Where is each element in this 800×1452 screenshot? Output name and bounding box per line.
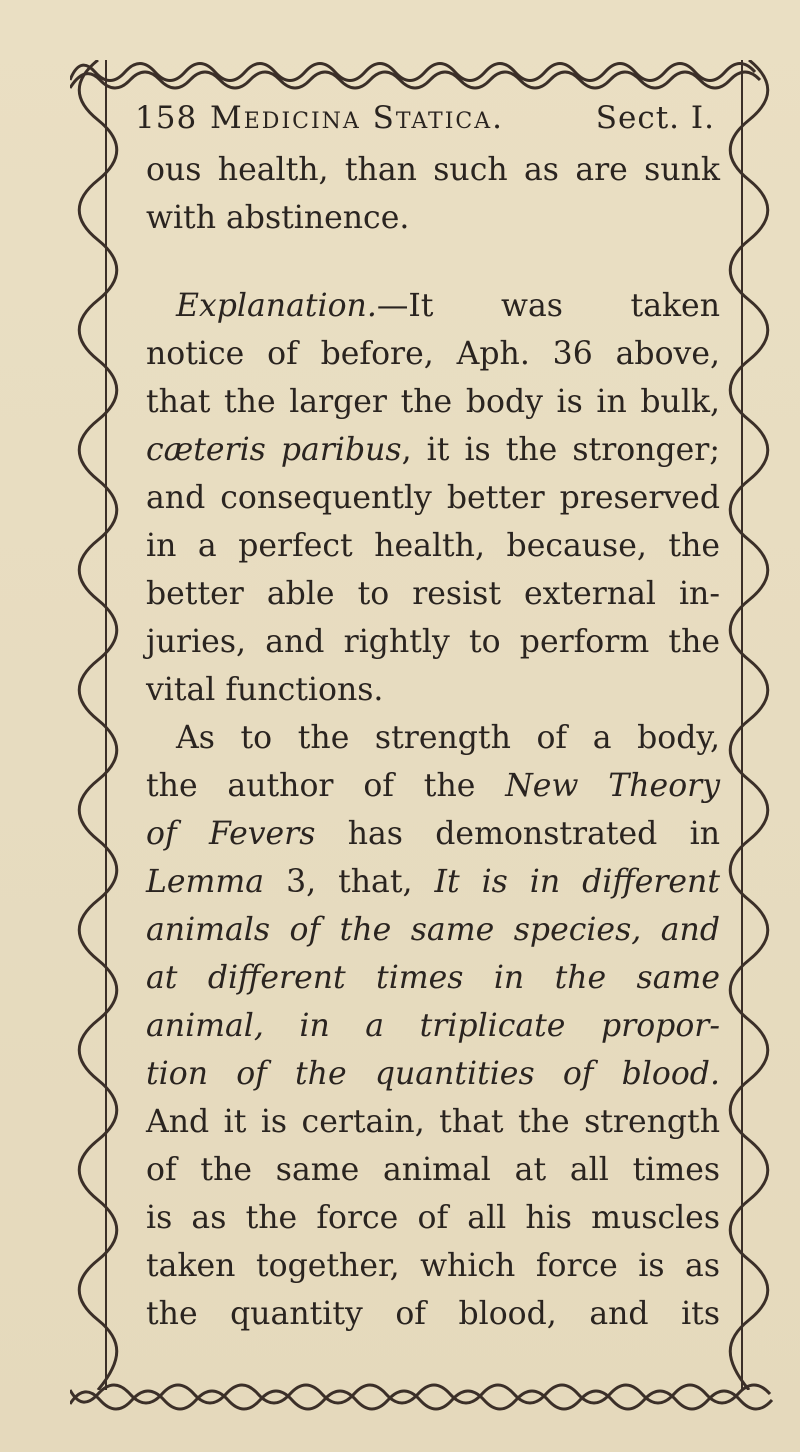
italic-text: It is in different xyxy=(434,864,720,900)
body-text xyxy=(146,146,720,1338)
text-run: And it is certain, that the strength xyxy=(146,1104,720,1140)
text-line xyxy=(146,146,720,194)
text-line xyxy=(146,194,720,242)
text-line xyxy=(146,762,720,810)
ornament-border-bottom xyxy=(70,1372,782,1422)
ornament-border-right xyxy=(718,60,780,1390)
italic-text: Explanation. xyxy=(176,288,377,324)
text-line xyxy=(146,1146,720,1194)
section-label: Sect. I. xyxy=(595,100,715,136)
text-run: vital functions. xyxy=(146,672,384,708)
text-line xyxy=(146,714,720,762)
text-line xyxy=(146,618,720,666)
text-line xyxy=(146,1194,720,1242)
text-line xyxy=(146,666,720,714)
text-line xyxy=(146,1002,720,1050)
ornament-border-top xyxy=(70,50,770,96)
ornament-border-left xyxy=(68,60,128,1390)
italic-text: of Fevers xyxy=(146,816,316,852)
text-line xyxy=(146,858,720,906)
text-line xyxy=(146,570,720,618)
italic-text: at different times in the same xyxy=(146,960,720,996)
text-run: better able to resist external in- xyxy=(146,576,720,612)
text-line xyxy=(146,1290,720,1338)
text-line xyxy=(146,810,720,858)
text-line xyxy=(146,330,720,378)
running-head xyxy=(135,100,715,146)
italic-text: Lemma xyxy=(146,864,265,900)
italic-text: animal, in a triplicate propor- xyxy=(146,1008,720,1044)
text-run: the author of the xyxy=(146,768,506,804)
text-line xyxy=(146,954,720,1002)
text-run: , it is the stronger; xyxy=(401,432,720,468)
running-title: Medicina Statica. xyxy=(210,100,504,136)
italic-text: cæteris paribus xyxy=(146,432,402,468)
text-line xyxy=(146,426,720,474)
text-line xyxy=(146,378,720,426)
text-run: As to the strength of a body, xyxy=(176,720,720,756)
text-run: and consequently better preserved xyxy=(146,480,720,516)
text-line xyxy=(146,1242,720,1290)
text-run: ous health, than such as are sunk xyxy=(146,152,720,188)
text-run: of the same animal at all times xyxy=(146,1152,720,1188)
text-run: in a perfect health, because, the xyxy=(146,528,720,564)
text-run: 3, that, xyxy=(264,864,435,900)
text-run: —It was taken xyxy=(376,288,720,324)
text-run: that the larger the body is in bulk, xyxy=(146,384,720,420)
page-number: 158 xyxy=(135,100,198,136)
italic-text: animals of the same species, and xyxy=(146,912,720,948)
text-run: juries, and rightly to perform the xyxy=(146,624,720,660)
italic-text: tion of the quantities of blood. xyxy=(146,1056,720,1092)
text-line xyxy=(146,906,720,954)
text-line xyxy=(146,1050,720,1098)
text-line xyxy=(146,522,720,570)
text-run: the quantity of blood, and its xyxy=(146,1296,720,1332)
text-run: is as the force of all his muscles xyxy=(146,1200,720,1236)
italic-text: New Theory xyxy=(505,768,721,804)
text-run: with abstinence. xyxy=(146,200,410,236)
text-line xyxy=(146,474,720,522)
text-run: notice of before, Aph. 36 above, xyxy=(146,336,720,372)
text-run: taken together, which force is as xyxy=(146,1248,720,1284)
text-run: has demonstrated in xyxy=(315,816,721,852)
text-line xyxy=(146,282,720,330)
text-line xyxy=(146,1098,720,1146)
